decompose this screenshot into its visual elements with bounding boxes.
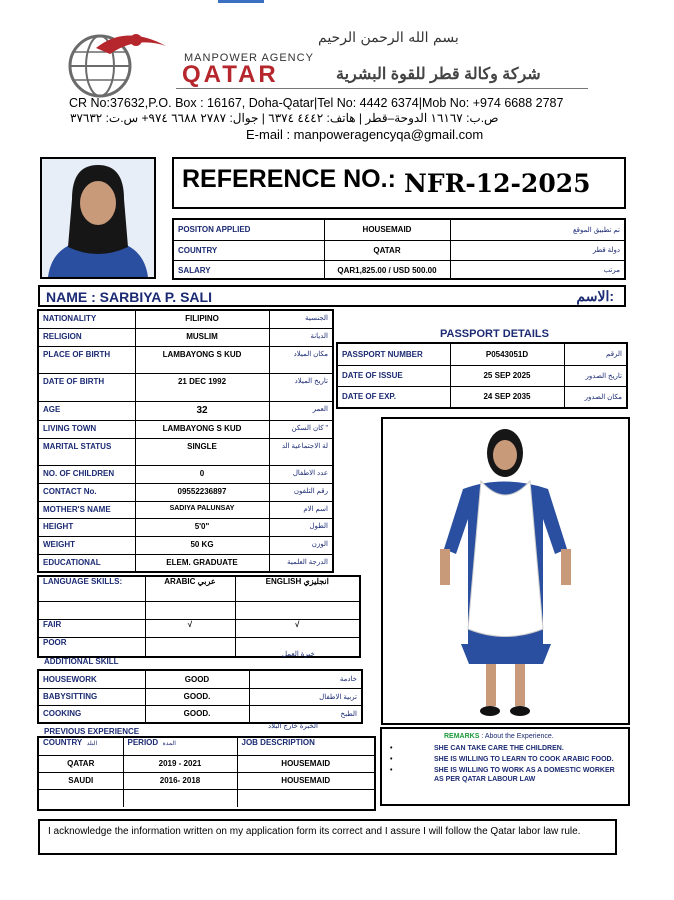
personal-value: 32: [135, 401, 269, 420]
personal-table: [39, 311, 332, 571]
exp-header-country: COUNTRY البلد: [39, 738, 123, 755]
full-body-photo: [381, 417, 630, 725]
skills-box: [37, 669, 363, 724]
brand-line2: QATAR: [182, 61, 279, 88]
personal-ar: الوزن: [269, 536, 332, 554]
language-table: [39, 577, 359, 656]
personal-ar: مكان الميلاد: [269, 346, 332, 373]
job-info-row: [174, 220, 624, 240]
personal-row: [39, 373, 332, 401]
personal-value: LAMBAYONG S KUD: [135, 420, 269, 438]
remark-text: SHE IS WILLING TO WORK AS A DOMESTIC WORKER AS PER QATAR LABOUR LAW: [434, 767, 615, 783]
remark-item: [388, 766, 624, 784]
passport-ar: الرقم: [564, 344, 626, 365]
profile-photo: [40, 157, 156, 279]
passport-value: 25 SEP 2025: [450, 365, 564, 386]
personal-row: [39, 554, 332, 571]
personal-ar: كان السكن ": [269, 420, 332, 438]
job-info-label: SALARY: [174, 260, 324, 280]
header-rule: [176, 88, 588, 89]
passport-value: P0543051D: [450, 344, 564, 365]
brand-line1: MANPOWER AGENCY: [184, 52, 314, 64]
personal-row: [39, 420, 332, 438]
personal-ar: اسم الام: [269, 501, 332, 518]
personal-label: MARITAL STATUS: [39, 438, 135, 465]
acknowledgement-text: I acknowledge the information written on my application form its correct and I assure I will follow the Qatar labor law rule.: [48, 826, 581, 837]
reference-label: REFERENCE NO.:: [182, 165, 396, 193]
exp-job: HOUSEMAID: [237, 772, 374, 789]
personal-label: DATE OF BIRTH: [39, 373, 135, 401]
experience-row: [39, 772, 374, 789]
applicant-name-ar: الاسم:: [576, 288, 614, 304]
personal-ar: الديانة: [269, 328, 332, 346]
person-full-body-icon: [383, 419, 628, 723]
personal-value: FILIPINO: [135, 311, 269, 328]
job-info-table: [174, 220, 624, 280]
skill-label: COOKING: [39, 705, 145, 722]
personal-label: HEIGHT: [39, 518, 135, 536]
personal-row: [39, 465, 332, 483]
job-info-value: QAR1,825.00 / USD 500.00: [324, 260, 450, 280]
skill-ar: خادمة: [249, 671, 361, 688]
personal-label: NATIONALITY: [39, 311, 135, 328]
remarks-header: [444, 733, 554, 740]
remark-item: [388, 744, 624, 753]
passport-row: [338, 386, 626, 407]
skills-table: [39, 671, 361, 722]
experience-box: [37, 736, 376, 811]
bullet-icon: •: [390, 745, 393, 752]
personal-row: [39, 401, 332, 420]
personal-ar: رقم التلفون: [269, 483, 332, 501]
personal-value: SINGLE: [135, 438, 269, 465]
personal-label: LIVING TOWN: [39, 420, 135, 438]
remarks-subtitle: : About the Experience.: [481, 733, 554, 740]
personal-row: [39, 438, 332, 465]
personal-ar: الدرجة العلمية: [269, 554, 332, 571]
fair-english-check: √: [235, 619, 359, 637]
email-text: E-mail : manpoweragencyqa@gmail.com: [246, 127, 484, 142]
personal-box: [37, 309, 334, 573]
passport-row: [338, 365, 626, 386]
passport-box: [336, 342, 628, 409]
job-info-row: [174, 260, 624, 280]
job-info-box: [172, 218, 626, 280]
skill-label: HOUSEWORK: [39, 671, 145, 688]
job-info-value: QATAR: [324, 240, 450, 260]
personal-ar: عدد الاطفال: [269, 465, 332, 483]
language-box: [37, 575, 361, 658]
exp-country: QATAR: [39, 755, 123, 772]
remark-text: SHE IS WILLING TO LEARN TO COOK ARABIC FOOD.: [434, 756, 614, 763]
passport-table: [338, 344, 626, 407]
reference-number: NFR-12-2025: [404, 169, 591, 198]
skill-label: BABYSITTING: [39, 688, 145, 705]
personal-row: [39, 483, 332, 501]
remarks-title: REMARKS: [444, 733, 480, 740]
skill-value: GOOD: [145, 671, 249, 688]
personal-value: SADIYA PALUNSAY: [135, 501, 269, 518]
job-info-ar: مرتب: [450, 260, 624, 280]
reference-box: [172, 157, 626, 209]
personal-row: [39, 328, 332, 346]
personal-value: MUSLIM: [135, 328, 269, 346]
passport-label: PASSPORT NUMBER: [338, 344, 450, 365]
job-info-row: [174, 240, 624, 260]
passport-label: DATE OF ISSUE: [338, 365, 450, 386]
exp-job: HOUSEMAID: [237, 755, 374, 772]
header: [0, 0, 674, 150]
experience-table: [39, 738, 374, 807]
basmala-text: بسم الله الرحمن الرحيم: [318, 30, 459, 46]
skill-ar: الطبخ: [249, 705, 361, 722]
personal-value: 21 DEC 1992: [135, 373, 269, 401]
fair-arabic-check: √: [145, 619, 235, 637]
exp-header-period: PERIOD المدة: [123, 738, 237, 755]
job-info-ar: دولة قطر: [450, 240, 624, 260]
passport-label: DATE OF EXP.: [338, 386, 450, 407]
personal-ar: العمر: [269, 401, 332, 420]
personal-ar: الطول: [269, 518, 332, 536]
personal-value: 09552236897: [135, 483, 269, 501]
passport-title: PASSPORT DETAILS: [440, 328, 549, 340]
bullet-icon: •: [390, 767, 393, 774]
remarks-list: [388, 744, 624, 786]
personal-value: LAMBAYONG S KUD: [135, 346, 269, 373]
personal-row: [39, 311, 332, 328]
bullet-icon: •: [390, 756, 393, 763]
acknowledgement-box: [38, 819, 617, 855]
language-arabic: ARABIC عربي: [145, 577, 235, 601]
personal-label: NO. OF CHILDREN: [39, 465, 135, 483]
person-portrait-icon: [42, 159, 154, 277]
language-blank: [39, 601, 145, 619]
contact-en: CR No:37632,P.O. Box : 16167, Doha-Qatar|Tel No: 4442 6374|Mob No: +974 6688 2787: [69, 96, 564, 110]
personal-ar: الجنسية: [269, 311, 332, 328]
remark-text: SHE CAN TAKE CARE THE CHILDREN.: [434, 745, 564, 752]
exp-header-job: JOB DESCRIPTION: [237, 738, 374, 755]
exp-period: 2016- 2018: [123, 772, 237, 789]
personal-label: CONTACT No.: [39, 483, 135, 501]
skill-row: [39, 671, 361, 688]
skill-row: [39, 688, 361, 705]
experience-ar-title: الخبرة خارج البلاد: [268, 723, 318, 730]
skills-ar-title: خبرة العمل: [282, 651, 315, 658]
personal-value: 5'0": [135, 518, 269, 536]
passport-value: 24 SEP 2035: [450, 386, 564, 407]
poor-label: POOR: [39, 637, 145, 656]
language-label: LANGUAGE SKILLS:: [39, 577, 145, 601]
contact-ar: ص.ب: ١٦١٦٧ الدوحة–قطر | هاتف: ٤٤٤٢ ٦٣٧٤ | جوال: ٢٧٨٧ ٦٦٨٨ ٩٧٤+ س.ت: ٣٧٦٣٢: [70, 111, 499, 125]
applicant-name: NAME : SARBIYA P. SALI: [46, 289, 212, 305]
logo-globe-icon: [66, 28, 176, 100]
passport-row: [338, 344, 626, 365]
experience-row: [39, 755, 374, 772]
skill-value: GOOD.: [145, 688, 249, 705]
personal-value: ELEM. GRADUATE: [135, 554, 269, 571]
personal-label: PLACE OF BIRTH: [39, 346, 135, 373]
exp-period: 2019 - 2021: [123, 755, 237, 772]
passport-ar: تاريخ الصدور: [564, 365, 626, 386]
personal-row: [39, 346, 332, 373]
personal-row: [39, 501, 332, 518]
passport-ar: مكان الصدور: [564, 386, 626, 407]
personal-label: AGE: [39, 401, 135, 420]
job-info-label: POSITON APPLIED: [174, 220, 324, 240]
language-english: ENGLISH انجليزي: [235, 577, 359, 601]
personal-ar: لة الاجتماعية الد: [269, 438, 332, 465]
personal-label: EDUCATIONAL: [39, 554, 135, 571]
personal-value: 50 KG: [135, 536, 269, 554]
job-info-value: HOUSEMAID: [324, 220, 450, 240]
personal-row: [39, 518, 332, 536]
remarks-box: [380, 727, 630, 806]
personal-row: [39, 536, 332, 554]
job-info-ar: تم تطبيق الموقع: [450, 220, 624, 240]
personal-value: 0: [135, 465, 269, 483]
fair-label: FAIR: [39, 619, 145, 637]
remark-item: [388, 755, 624, 764]
skill-row: [39, 705, 361, 722]
personal-ar: تاريخ الميلاد: [269, 373, 332, 401]
exp-country: SAUDI: [39, 772, 123, 789]
skill-value: GOOD.: [145, 705, 249, 722]
skills-title: ADDITIONAL SKILL: [44, 657, 119, 666]
skill-ar: تربية الاطفال: [249, 688, 361, 705]
experience-title: PREVIOUS EXPERIENCE: [44, 727, 140, 736]
personal-label: WEIGHT: [39, 536, 135, 554]
brand-arabic: شركة وكالة قطر للقوة البشرية: [336, 66, 541, 83]
personal-label: MOTHER'S NAME: [39, 501, 135, 518]
personal-label: RELIGION: [39, 328, 135, 346]
name-bar: [38, 285, 626, 307]
job-info-label: COUNTRY: [174, 240, 324, 260]
